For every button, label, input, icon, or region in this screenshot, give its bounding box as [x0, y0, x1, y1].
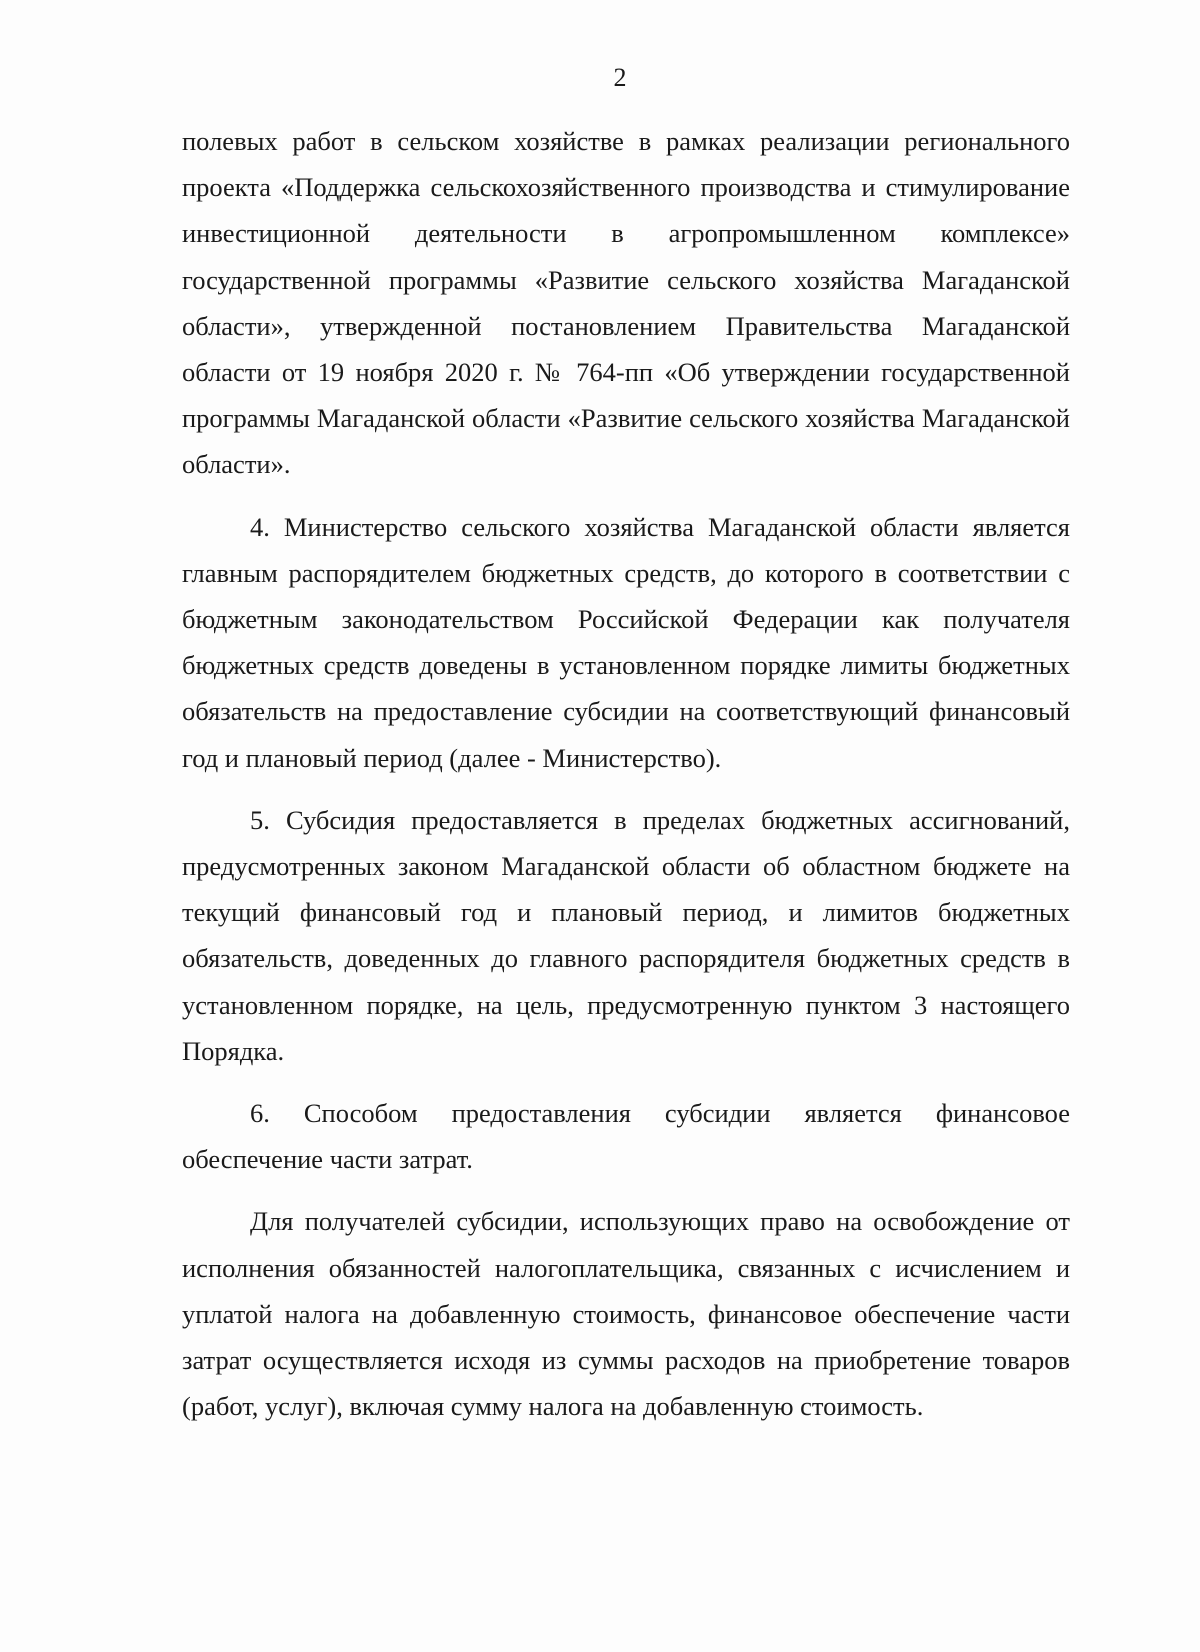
paragraph-item-6: 6. Способом предоставления субсидии является финансовое обеспечение части затрат. [182, 1098, 1070, 1175]
paragraph-continuation: полевых работ в сельском хозяйстве в рамках реализации регионального проекта «Поддержка сельскохозяйственного производства и стимулирование инвестиционной деятельности в агропромышленном комплексе» государственной программы «Развитие сельского хозяйства Магаданской области», утвержденной постановлением Правительства Магаданской области от 19 ноября 2020 г. № 764-пп «Об утверждении государственной программы Магаданской области «Развитие сельского хозяйства Магаданской области». [182, 126, 1070, 480]
document-body [182, 118, 1070, 1429]
paragraph-item-5: 5. Субсидия предоставляется в пределах бюджетных ассигнований, предусмотренных законом Магаданской области об областном бюджете на текущий финансовый год и плановый период, и лимитов бюджетных обязательств, доведенных до главного распорядителя бюджетных средств в установленном порядке, на цель, предусмотренную пунктом 3 настоящего Порядка. [182, 804, 1070, 1066]
page-number: 2 [613, 63, 627, 92]
paragraph-item-4: 4. Министерство сельского хозяйства Магаданской области является главным распорядителем бюджетных средств, до которого в соответствии с бюджетным законодательством Российской Федерации как получателя бюджетных средств доведены в установленном порядке лимиты бюджетных обязательств на предоставление субсидии на соответствующий финансовый год и плановый период (далее - Министерство). [182, 511, 1070, 773]
paragraph-vat-note: Для получателей субсидии, использующих право на освобождение от исполнения обязанностей налогоплательщика, связанных с исчислением и уплатой налога на добавленную стоимость, финансовое обеспечение части затрат осуществляется исходя из суммы расходов на приобретение товаров (работ, услуг), включая сумму налога на добавленную стоимость. [182, 1206, 1070, 1422]
